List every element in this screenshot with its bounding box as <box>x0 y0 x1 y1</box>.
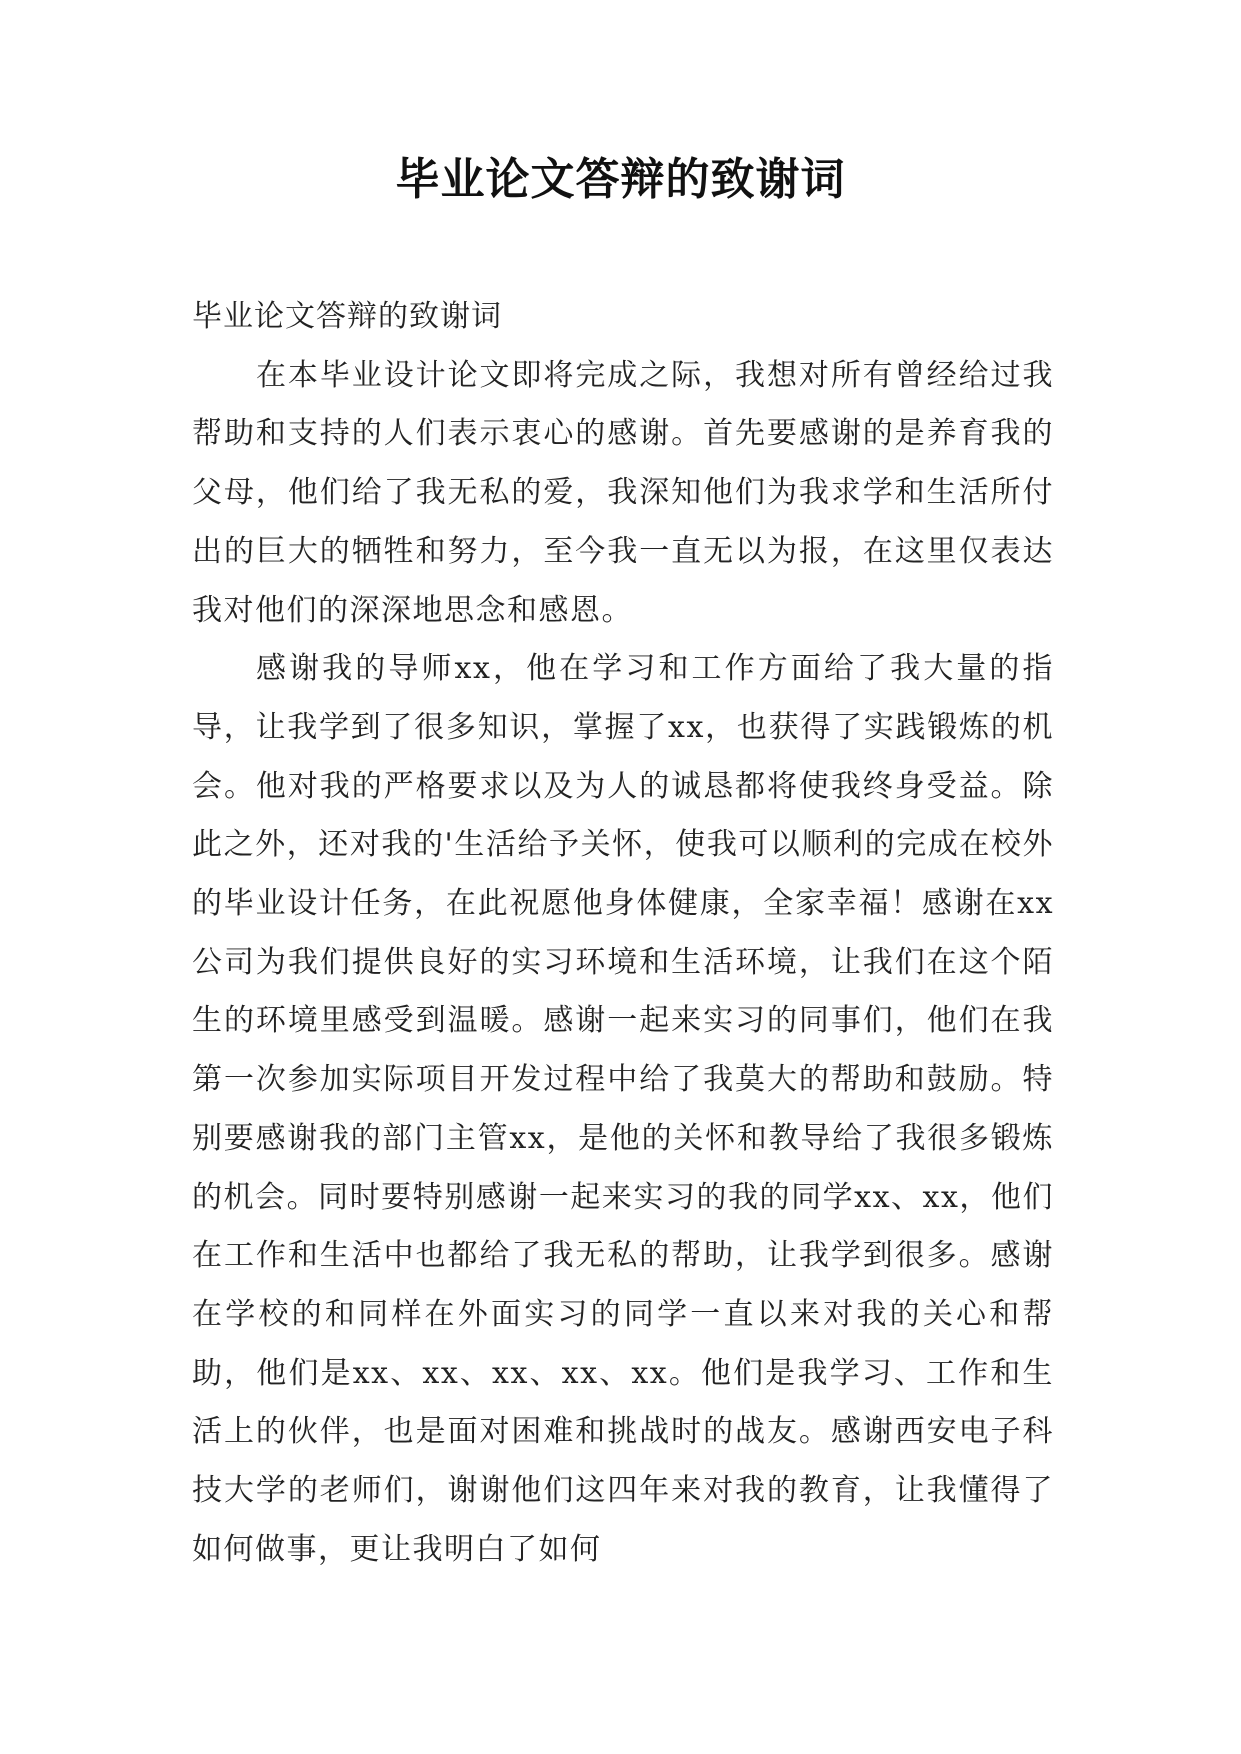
document-title: 毕业论文答辩的致谢词 <box>395 154 846 205</box>
document-subtitle: 毕业论文答辩的致谢词 <box>192 299 502 334</box>
paragraph-2: 感谢我的导师xx，他在学习和工作方面给了我大量的指导，让我学到了很多知识，掌握了xx，也获得了实践锻炼的机会。他对我的严格要求以及为人的诚恳都将使我终身受益。除此之外，还对我的'生活给予关怀，使我可以顺利的完成在校外的毕业设计任务，在此祝愿他身体健康，全家幸福！感谢在xx公司为我们提供良好的实习环境和生活环境，让我们在这个陌生的环境里感受到温暖。感谢一起来实习的同事们，他们在我第一次参加实际项目开发过程中给了我莫大的帮助和鼓励。特别要感谢我的部门主管xx，是他的关怀和教导给了我很多锻炼的机会。同时要特别感谢一起来实习的我的同学xx、xx，他们在工作和生活中也都给了我无私的帮助，让我学到很多。感谢在学校的和同样在外面实习的同学一直以来对我的关心和帮助，他们是xx、xx、xx、xx、xx。他们是我学习、工作和生活上的伙伴，也是面对困难和挑战时的战友。感谢西安电子科技大学的老师们，谢谢他们这四年来对我的教育，让我懂得了如何做事，更让我明白了如何 <box>192 651 1054 1567</box>
document-body <box>192 288 1054 1579</box>
paragraph-1: 在本毕业设计论文即将完成之际，我想对所有曾经给过我帮助和支持的人们表示衷心的感谢。首先要感谢的是养育我的父母，他们给了我无私的爱，我深知他们为我求学和生活所付出的巨大的牺牲和努力，至今我一直无以为报，在这里仅表达我对他们的深深地思念和感恩。 <box>192 357 1054 628</box>
